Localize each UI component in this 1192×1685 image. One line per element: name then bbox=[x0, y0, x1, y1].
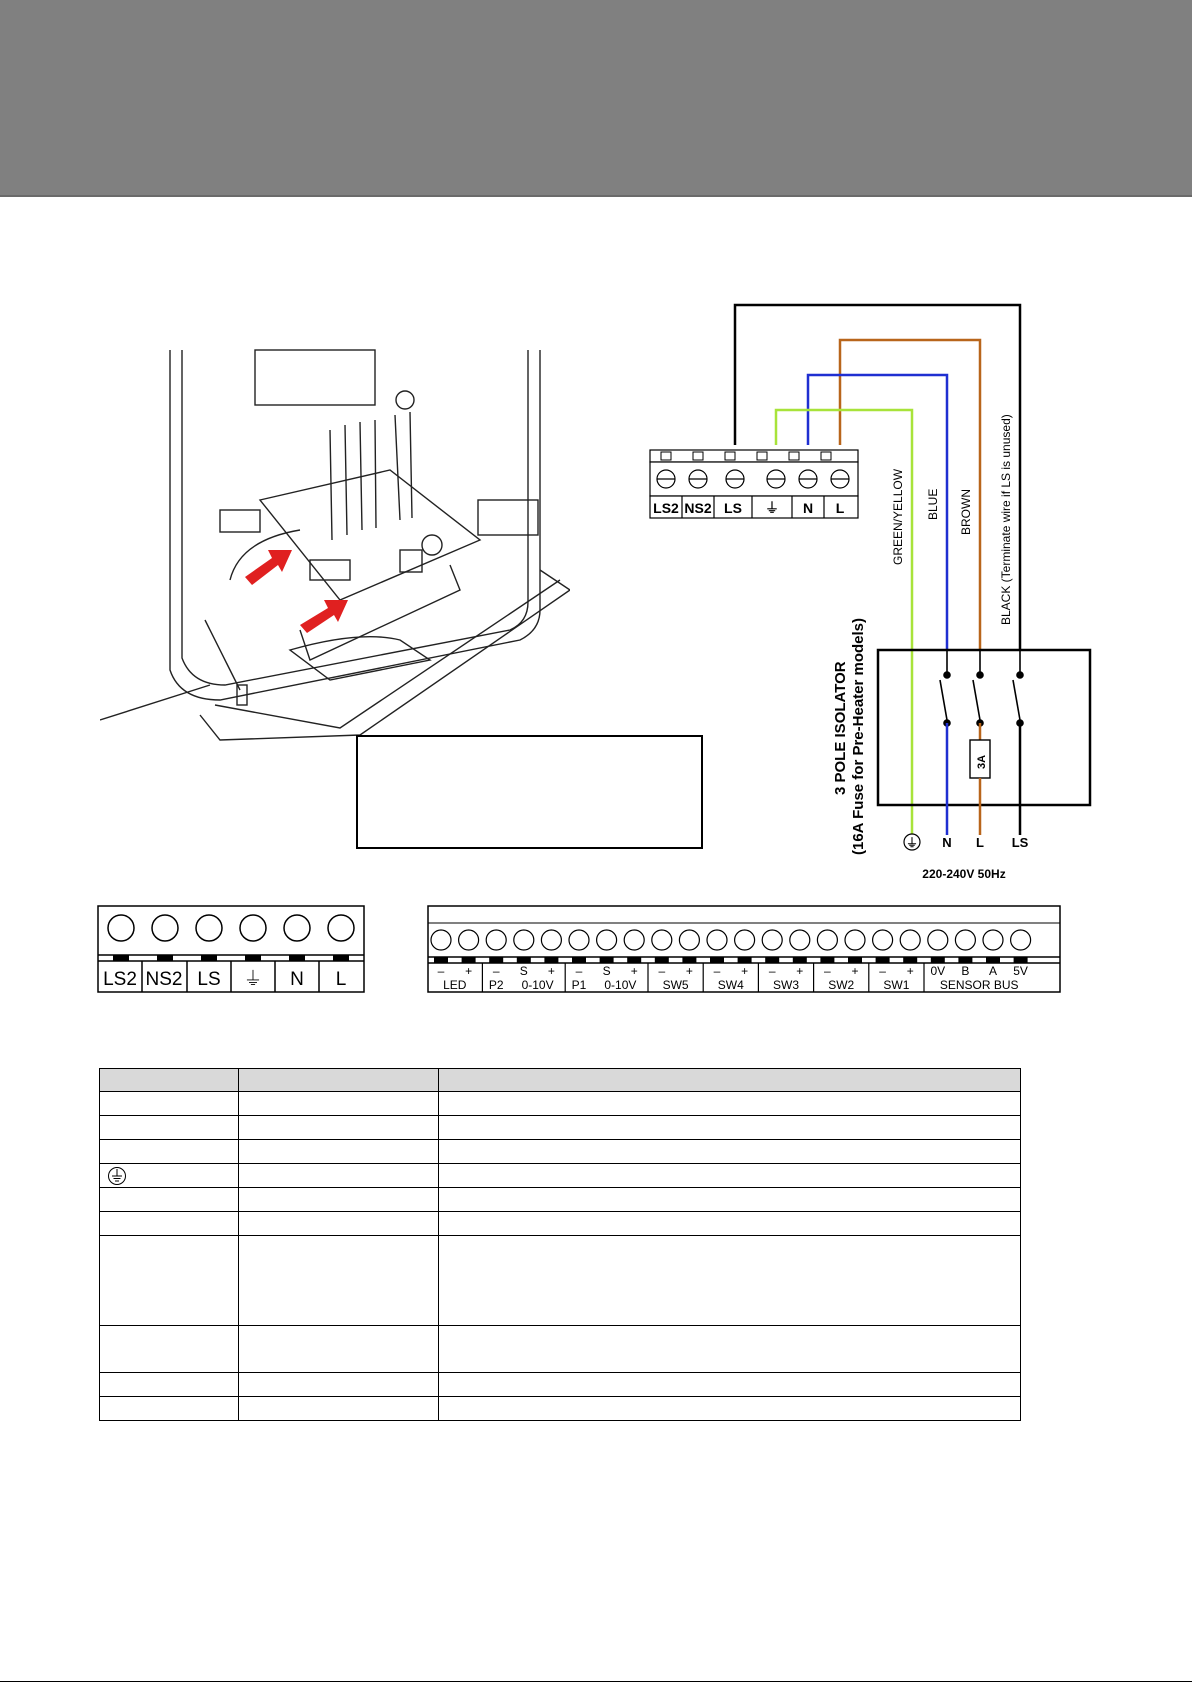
terminal-polarity-label: 0V bbox=[930, 964, 946, 978]
terminal-mark bbox=[434, 957, 448, 963]
terminal-polarity-label: S bbox=[602, 964, 611, 978]
main-terminal-block bbox=[97, 905, 365, 993]
terminal-hole bbox=[735, 930, 755, 950]
main-terminal-label: ⏚ bbox=[243, 969, 263, 990]
terminal-hole bbox=[597, 930, 617, 950]
terminal-mark bbox=[958, 957, 972, 963]
terminal-hole bbox=[873, 930, 893, 950]
terminal-group-label: SW3 bbox=[772, 978, 800, 992]
terminal-mark bbox=[848, 957, 862, 963]
table-header-row bbox=[100, 1069, 1021, 1092]
terminal-polarity-label: + bbox=[685, 964, 693, 978]
terminal-hole bbox=[431, 930, 451, 950]
terminal-polarity-label: B bbox=[961, 964, 970, 978]
table-row bbox=[100, 1092, 1021, 1116]
terminal-hole bbox=[569, 930, 589, 950]
terminal-hole bbox=[1011, 930, 1031, 950]
supply-label-n: N bbox=[942, 835, 952, 850]
terminal-polarity-label: + bbox=[906, 964, 914, 978]
terminal-mark bbox=[876, 957, 890, 963]
terminal-polarity-label: – bbox=[658, 964, 666, 978]
terminal-mark bbox=[682, 957, 696, 963]
terminal-group-label: 0-10V bbox=[604, 978, 637, 992]
main-terminal-label: LS bbox=[197, 969, 221, 990]
terminal-group-label: SENSOR BUS bbox=[939, 978, 1019, 992]
terminal-mark bbox=[1014, 957, 1028, 963]
terminal-mark bbox=[765, 957, 779, 963]
terminal-polarity-label: + bbox=[851, 964, 859, 978]
brown-wire-label: BROWN bbox=[959, 489, 973, 535]
table-row bbox=[100, 1140, 1021, 1164]
terminal-polarity-label: – bbox=[768, 964, 776, 978]
terminal-polarity-label: 5V bbox=[1013, 964, 1028, 978]
terminal-group-label: SW2 bbox=[828, 978, 855, 992]
supply-label-l: L bbox=[976, 835, 984, 850]
terminal-mark bbox=[517, 957, 531, 963]
wiring-terminal-label: LS2 bbox=[653, 500, 679, 516]
terminal-group-label: SW4 bbox=[717, 978, 744, 992]
isolator-subtitle: (16A Fuse for Pre-Heater models) bbox=[850, 617, 867, 855]
terminal-polarity-label: + bbox=[741, 964, 749, 978]
wiring-terminal-label: ⏚ bbox=[765, 500, 779, 516]
main-terminal-label: L bbox=[335, 969, 347, 990]
terminal-hole bbox=[845, 930, 865, 950]
terminal-polarity-label: – bbox=[824, 964, 831, 978]
terminal-hole bbox=[817, 930, 837, 950]
terminal-hole bbox=[679, 930, 699, 950]
terminal-polarity-label: S bbox=[519, 964, 528, 978]
terminal-group-label: LED bbox=[443, 978, 467, 992]
terminal-hole bbox=[624, 930, 644, 950]
table-row bbox=[100, 1326, 1021, 1373]
terminal-hole bbox=[486, 930, 506, 950]
table-row bbox=[100, 1188, 1021, 1212]
terminal-group-label: P1 bbox=[571, 978, 587, 992]
terminal-polarity-label: – bbox=[492, 964, 500, 978]
supply-spec: 220-240V 50Hz bbox=[922, 867, 1006, 881]
terminal-mark bbox=[931, 957, 945, 963]
main-terminal-label: NS2 bbox=[145, 969, 183, 990]
terminal-polarity-label: – bbox=[879, 964, 886, 978]
terminal-mark bbox=[820, 957, 834, 963]
terminal-mark bbox=[600, 957, 614, 963]
control-terminal-strip bbox=[427, 905, 1061, 993]
terminal-polarity-label: + bbox=[547, 964, 555, 978]
isolator bbox=[832, 618, 1090, 855]
header-band bbox=[0, 0, 1192, 197]
terminal-mark bbox=[793, 957, 807, 963]
terminal-mark bbox=[903, 957, 917, 963]
terminal-hole bbox=[983, 930, 1003, 950]
terminal-mark bbox=[572, 957, 586, 963]
black-wire-label: BLACK (Terminate wire if LS is unused) bbox=[999, 414, 1013, 625]
table-row bbox=[100, 1164, 1021, 1188]
terminal-polarity-label: – bbox=[437, 964, 445, 978]
terminal-group-label: SW1 bbox=[883, 978, 910, 992]
terminal-group-label: P2 bbox=[488, 978, 504, 992]
main-terminal-label: N bbox=[290, 969, 304, 990]
terminal-spec-table bbox=[99, 1068, 1021, 1421]
terminal-hole bbox=[790, 930, 810, 950]
wiring-terminal-label: L bbox=[835, 500, 845, 516]
red-arrow-lower bbox=[300, 600, 348, 633]
terminal-polarity-label: + bbox=[796, 964, 804, 978]
terminal-mark bbox=[489, 957, 503, 963]
table-row bbox=[100, 1397, 1021, 1421]
supply-label-earth: ⏚ bbox=[905, 836, 919, 850]
terminal-mark bbox=[738, 957, 752, 963]
table-row bbox=[100, 1212, 1021, 1236]
fuse-label: 3A bbox=[976, 754, 988, 769]
terminal-mark bbox=[986, 957, 1000, 963]
terminal-mark bbox=[627, 957, 641, 963]
terminal-hole bbox=[707, 930, 727, 950]
earth-icon bbox=[106, 1166, 128, 1186]
terminal-group-label: 0-10V bbox=[521, 978, 554, 992]
terminal-mark bbox=[655, 957, 669, 963]
terminal-polarity-label: – bbox=[575, 964, 583, 978]
terminal-hole bbox=[762, 930, 782, 950]
table-row bbox=[100, 1373, 1021, 1397]
terminal-hole bbox=[955, 930, 975, 950]
terminal-polarity-label: A bbox=[988, 964, 998, 978]
wiring-terminal-label: LS bbox=[724, 500, 742, 516]
terminal-hole bbox=[514, 930, 534, 950]
table-row bbox=[100, 1116, 1021, 1140]
terminal-polarity-label: + bbox=[630, 964, 638, 978]
table-row bbox=[100, 1236, 1021, 1326]
wiring-terminal-label: N bbox=[802, 500, 814, 516]
footer-line bbox=[0, 1681, 1192, 1682]
wiring-diagram bbox=[640, 295, 1110, 895]
terminal-mark bbox=[462, 957, 476, 963]
isolator-title: 3 POLE ISOLATOR bbox=[832, 661, 849, 795]
blue-wire-label: BLUE bbox=[926, 488, 940, 520]
terminal-mark bbox=[710, 957, 724, 963]
terminal-polarity-label: + bbox=[465, 964, 473, 978]
green-yellow-wire-label: GREEN/YELLOW bbox=[891, 468, 905, 565]
terminal-polarity-label: – bbox=[713, 964, 721, 978]
pcb-illustration bbox=[100, 340, 570, 750]
supply-label-ls: LS bbox=[1011, 835, 1029, 850]
terminal-group-label: SW5 bbox=[662, 978, 689, 992]
terminal-hole bbox=[541, 930, 561, 950]
wiring-terminal-block bbox=[650, 450, 858, 518]
wiring-terminal-label: NS2 bbox=[684, 500, 712, 516]
terminal-hole bbox=[900, 930, 920, 950]
terminal-hole bbox=[928, 930, 948, 950]
terminal-hole bbox=[459, 930, 479, 950]
main-terminal-label: LS2 bbox=[103, 969, 137, 990]
terminal-mark bbox=[544, 957, 558, 963]
red-arrow-upper bbox=[245, 550, 292, 585]
terminal-hole bbox=[652, 930, 672, 950]
